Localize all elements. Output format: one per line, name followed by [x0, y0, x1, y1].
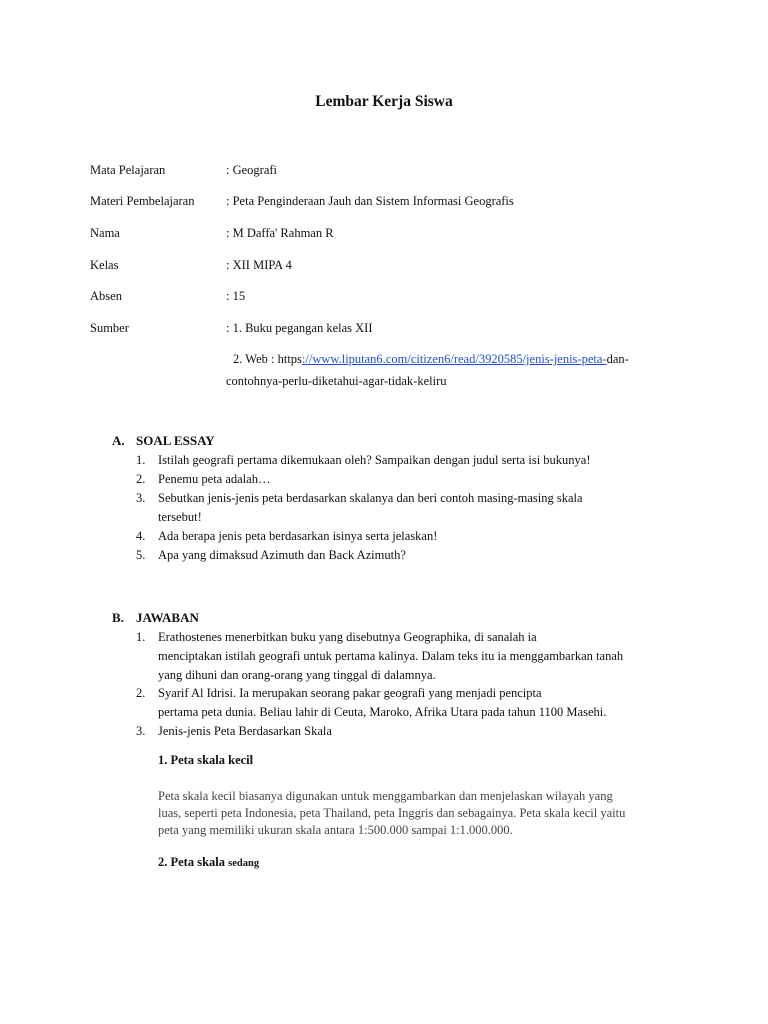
section-title: SOAL ESSAY	[136, 433, 215, 448]
item-text: pertama peta dunia. Beliau lahir di Ceuta, Maroko, Afrika Utara pada tahun 1100 Masehi.	[158, 705, 607, 719]
item-text: menciptakan istilah geografi untuk pertama kalinya. Dalam teks itu ia menggambarkan tanah	[158, 649, 624, 663]
item-number: 3.	[136, 491, 146, 505]
item-text: Jenis-jenis Peta Berdasarkan Skala	[158, 724, 332, 738]
item-text: Penemu peta adalah…	[158, 472, 271, 486]
source-web-line	[233, 350, 629, 368]
info-value: : Peta Penginderaan Jauh dan Sistem Informasi Geografis	[226, 194, 514, 208]
subheading-peta-skala-kecil: 1. Peta skala kecil	[158, 753, 254, 767]
info-label: Absen	[90, 289, 122, 303]
info-value: : Geografi	[226, 163, 278, 177]
item-text: Apa yang dimaksud Azimuth dan Back Azimuth?	[158, 548, 406, 562]
section-letter: A.	[112, 433, 125, 448]
page-title: Lembar Kerja Siswa	[315, 93, 453, 110]
section-letter: B.	[112, 610, 124, 625]
item-number: 3.	[136, 724, 146, 738]
item-number: 1.	[136, 630, 146, 644]
subheading-small: sedang	[228, 858, 260, 869]
item-text: yang dihuni dan orang-orang yang tinggal di dalamnya.	[158, 668, 436, 682]
section-title: JAWABAN	[136, 610, 199, 625]
info-value: : M Daffa' Rahman R	[226, 226, 334, 240]
source-web-line-2: contohnya-perlu-diketahui-agar-tidak-keliru	[226, 374, 447, 388]
source-web-prefix: 2. Web : https	[233, 352, 302, 366]
source-web-link[interactable]: ://www.liputan6.com/citizen6/read/3920585/jenis-jenis-peta-	[301, 352, 607, 366]
info-label: Sumber	[90, 321, 129, 335]
item-number: 1.	[136, 453, 146, 467]
section-b-heading	[112, 609, 199, 627]
info-value: : XII MIPA 4	[226, 258, 292, 272]
source-web-suffix: dan-	[606, 352, 629, 366]
subheading-peta-skala-sedang	[158, 855, 259, 870]
item-text: Ada berapa jenis peta berdasarkan isinya serta jelaskan!	[158, 529, 438, 543]
item-text: Syarif Al Idrisi. Ia merupakan seorang pakar geografi yang menjadi pencipta	[158, 686, 542, 700]
info-label: Mata Pelajaran	[90, 163, 166, 177]
item-number: 5.	[136, 548, 146, 562]
info-label: Kelas	[90, 258, 119, 272]
paragraph-line: Peta skala kecil biasanya digunakan untuk menggambarkan dan menjelaskan wilayah yang	[158, 789, 613, 803]
item-text: Erathostenes menerbitkan buku yang disebutnya Geographika, di sanalah ia	[158, 630, 537, 644]
info-label: Nama	[90, 226, 120, 240]
info-value: : 15	[226, 289, 246, 303]
paragraph-line: luas, seperti peta Indonesia, peta Thailand, peta Inggris dan sebagainya. Peta skala kecil yaitu	[158, 806, 626, 820]
item-number: 2.	[136, 472, 146, 486]
item-number: 4.	[136, 529, 146, 543]
item-text: Sebutkan jenis-jenis peta berdasarkan skalanya dan beri contoh masing-masing skala	[158, 491, 583, 505]
subheading-main: 2. Peta skala	[158, 855, 226, 869]
paragraph-line: peta yang memiliki ukuran skala antara 1:500.000 sampai 1:1.000.000.	[158, 823, 513, 837]
info-label: Materi Pembelajaran	[90, 194, 195, 208]
item-text: tersebut!	[158, 510, 202, 524]
info-value: : 1. Buku pegangan kelas XII	[226, 321, 373, 335]
section-a-heading	[112, 432, 215, 450]
item-number: 2.	[136, 686, 146, 700]
item-text: Istilah geografi pertama dikemukaan oleh? Sampaikan dengan judul serta isi bukunya!	[158, 453, 591, 467]
